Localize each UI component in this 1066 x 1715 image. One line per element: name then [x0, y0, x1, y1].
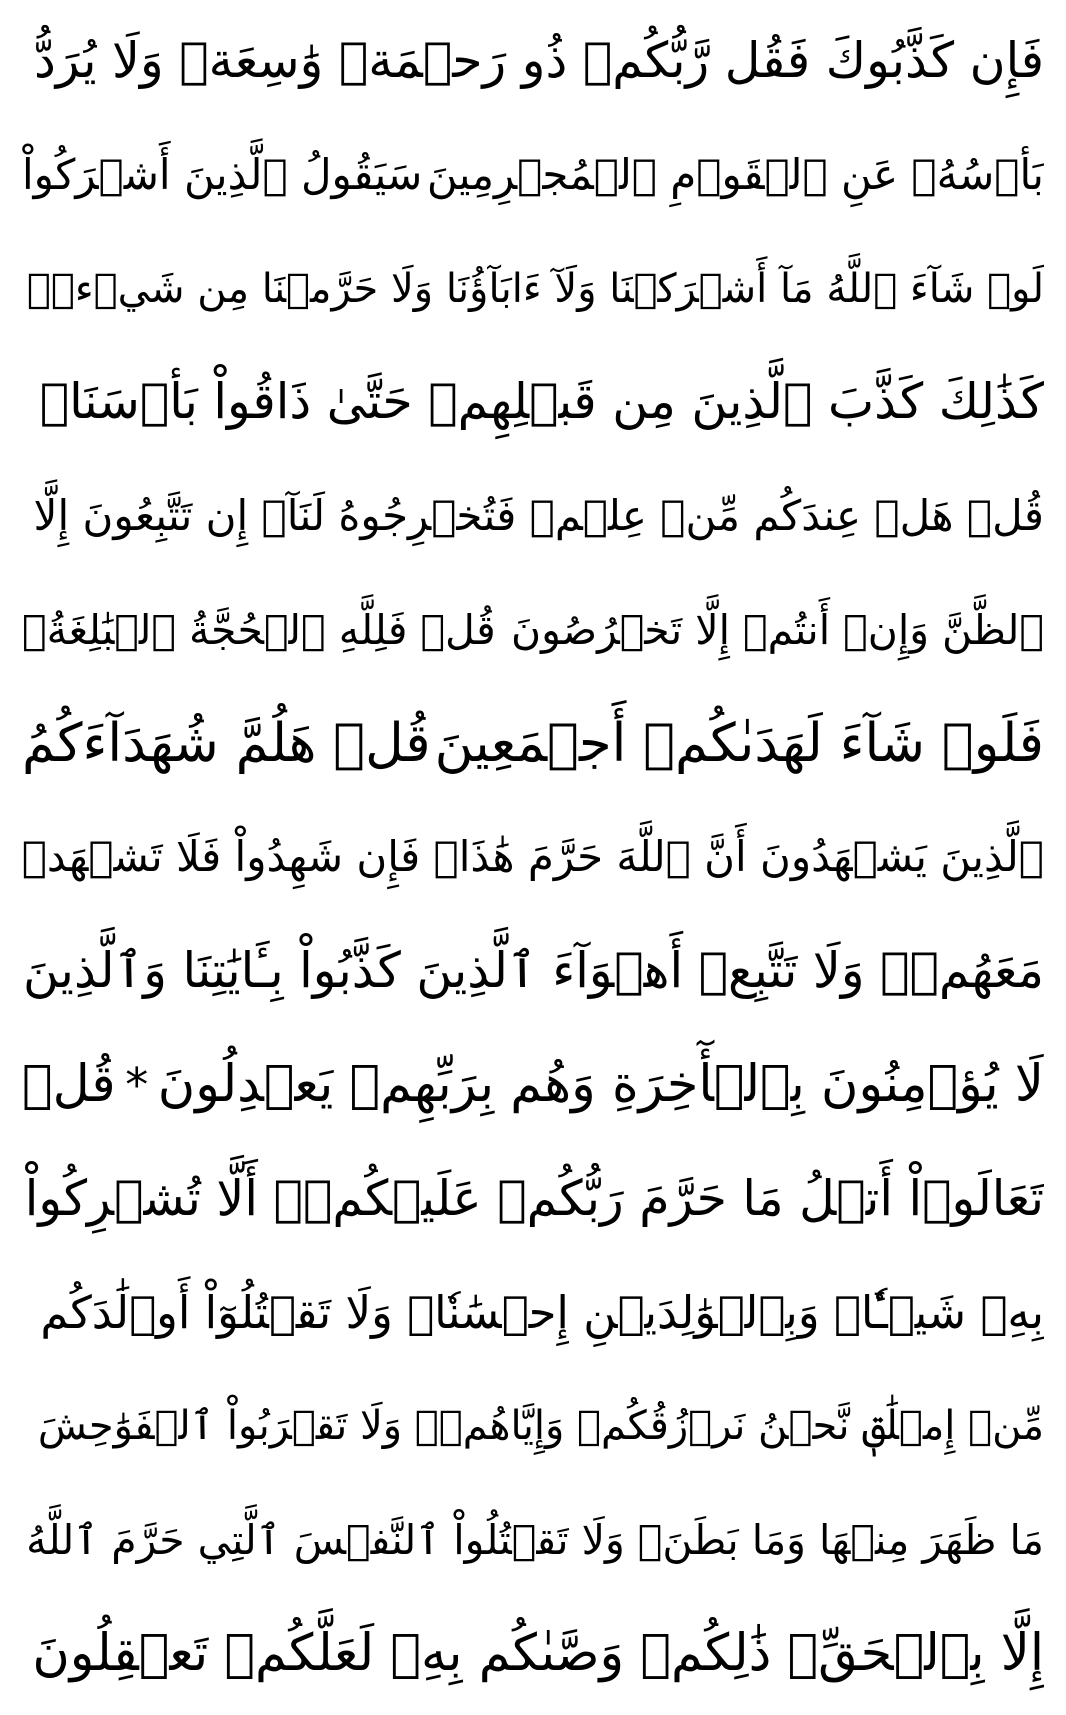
verse-line-7 — [22, 691, 1044, 797]
line-text: لَوۡ شَآءَ ٱللَّهُ مَآ أَشۡرَكۡنَا وَلَآ ءَابَآؤُنَا وَلَا حَرَّمۡنَا مِن شَيۡءٖۚ — [26, 265, 1044, 312]
line-text-end: بَأۡسُهُۥ عَنِ ٱلۡقَوۡمِ ٱلۡمُجۡرِمِينَ — [426, 149, 1044, 199]
line-text-start: قُلۡ — [22, 1055, 116, 1115]
line-text: مَا ظَهَرَ مِنۡهَا وَمَا بَطَنَۖ وَلَا تَقۡتُلُواْ ٱلنَّفۡسَ ٱلَّتِي حَرَّمَ ٱللَّهُ — [26, 1516, 1044, 1565]
line-text: فَإِن كَذَّبُوكَ فَقُل رَّبُّكُمۡ ذُو رَحۡمَةٖ وَٰسِعَةٖ وَلَا يُرَدُّ — [33, 32, 1044, 89]
verse-line-3 — [22, 236, 1044, 342]
verse-line-8 — [22, 804, 1044, 910]
line-text: مِّنۡ إِمۡلَٰقٖ نَّحۡنُ نَرۡزُقُكُمۡ وَإِيَّاهُمۡۖ وَلَا تَقۡرَبُواْ ٱلۡفَوَٰحِشَ — [37, 1403, 1044, 1450]
line-text-end: فَلَوۡ شَآءَ لَهَدَىٰكُمۡ أَجۡمَعِينَ — [434, 712, 1044, 774]
verse-line-15 — [22, 1601, 1044, 1707]
verse-line-13 — [22, 1373, 1044, 1479]
verse-line-11 — [22, 1146, 1044, 1252]
line-text: قُلۡ هَلۡ عِندَكُم مِّنۡ عِلۡمٖ فَتُخۡرِجُوهُ لَنَآۖ إِن تَتَّبِعُونَ إِلَّا — [33, 491, 1044, 541]
verse-line-6 — [22, 577, 1044, 683]
verse-line-1 — [22, 8, 1044, 114]
line-text: تَعَالَوۡاْ أَتۡلُ مَا حَرَّمَ رَبُّكُمۡ عَلَيۡكُمۡۖ أَلَّا تُشۡرِكُواْ — [24, 1169, 1044, 1227]
line-text-end: لَا يُؤۡمِنُونَ بِٱلۡأٓخِرَةِ وَهُم بِرَبِّهِمۡ يَعۡدِلُونَ — [157, 1055, 1044, 1115]
verse-lines — [22, 8, 1044, 1707]
verse-line-14 — [22, 1487, 1044, 1593]
verse-line-10 — [22, 1032, 1044, 1138]
line-text-start: قُلۡ فَلِلَّهِ ٱلۡحُجَّةُ ٱلۡبَٰلِغَةُۖ — [22, 605, 496, 654]
line-text: كَذَٰلِكَ كَذَّبَ ٱلَّذِينَ مِن قَبۡلِهِمۡ حَتَّىٰ ذَاقُواْ بَأۡسَنَاۗ — [39, 373, 1044, 431]
verse-line-2 — [22, 122, 1044, 228]
line-text-start: سَيَقُولُ ٱلَّذِينَ أَشۡرَكُواْ — [22, 149, 423, 199]
verse-line-4 — [22, 349, 1044, 455]
line-text: مَعَهُمۡۚ وَلَا تَتَّبِعۡ أَهۡوَآءَ ٱلَّذِينَ كَذَّبُواْ بِـَٔايَٰتِنَا وَٱلَّذِينَ — [23, 942, 1044, 1000]
verse-line-9 — [22, 918, 1044, 1024]
hizb-marker: * — [125, 1058, 149, 1113]
line-text-start: قُلۡ هَلُمَّ شُهَدَآءَكُمُ — [22, 712, 431, 774]
line-text: إِلَّا بِٱلۡحَقِّۚ ذَٰلِكُمۡ وَصَّىٰكُم بِهِۦ لَعَلَّكُمۡ تَعۡقِلُونَ — [32, 1623, 1044, 1683]
verse-line-12 — [22, 1260, 1044, 1366]
verse-line-5 — [22, 463, 1044, 569]
line-text: بِهِۦ شَيۡـٔٗاۖ وَبِٱلۡوَٰلِدَيۡنِ إِحۡسَٰنٗاۖ وَلَا تَقۡتُلُوٓاْ أَوۡلَٰدَكُم — [40, 1285, 1044, 1339]
line-text-end: ٱلظَّنَّ وَإِنۡ أَنتُمۡ إِلَّا تَخۡرُصُونَ — [510, 605, 1044, 654]
line-text: ٱلَّذِينَ يَشۡهَدُونَ أَنَّ ٱللَّهَ حَرَّمَ هَٰذَاۖ فَإِن شَهِدُواْ فَلَا تَشۡهَدۡ — [22, 832, 1044, 882]
